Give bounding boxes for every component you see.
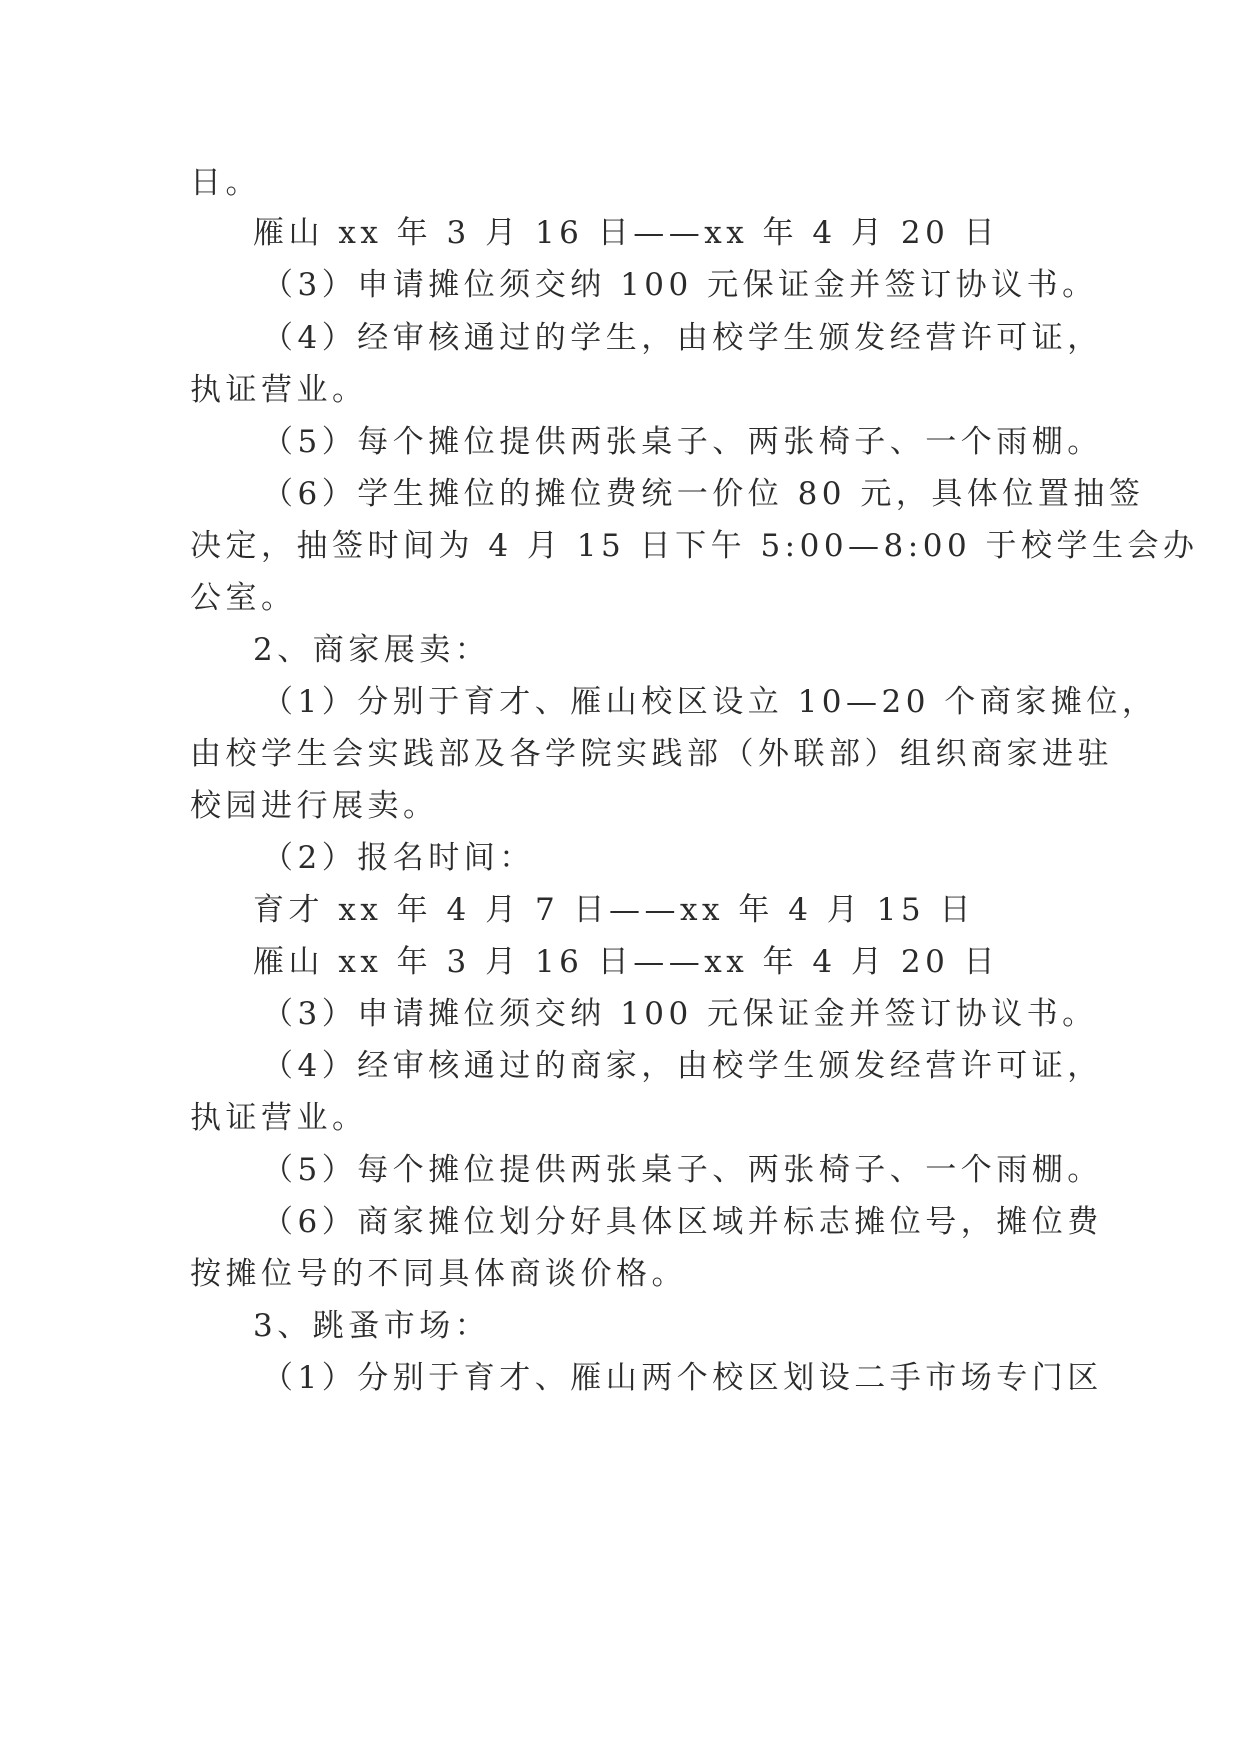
text-line: （4）经审核通过的商家，由校学生颁发经营许可证，: [262, 1048, 1103, 1084]
text-line: 育才 xx 年 4 月 7 日——xx 年 4 月 15 日: [253, 892, 975, 928]
text-line: （5）每个摊位提供两张桌子、两张椅子、一个雨棚。: [262, 1152, 1103, 1188]
text-line: （1）分别于育才、雁山两个校区划设二手市场专门区: [262, 1360, 1103, 1396]
text-line: 日。: [190, 165, 261, 201]
section-heading: 2、商家展卖：: [253, 632, 491, 668]
text-line: （3）申请摊位须交纳 100 元保证金并签订协议书。: [262, 996, 1098, 1032]
text-line: （1）分别于育才、雁山校区设立 10—20 个商家摊位，: [262, 684, 1158, 720]
text-line: 执证营业。: [190, 1100, 368, 1136]
text-line: （6）商家摊位划分好具体区域并标志摊位号，摊位费: [262, 1204, 1103, 1240]
text-line: （2）报名时间：: [262, 840, 535, 876]
text-line: 决定，抽签时间为 4 月 15 日下午 5:00—8:00 于校学生会办: [190, 528, 1199, 564]
text-line: 按摊位号的不同具体商谈价格。: [190, 1256, 687, 1292]
text-line: （4）经审核通过的学生，由校学生颁发经营许可证，: [262, 320, 1103, 356]
text-line: 由校学生会实践部及各学院实践部（外联部）组织商家进驻: [190, 736, 1113, 772]
text-line: 雁山 xx 年 3 月 16 日——xx 年 4 月 20 日: [253, 944, 1000, 980]
section-heading: 3、跳蚤市场：: [253, 1308, 491, 1344]
text-line: （3）申请摊位须交纳 100 元保证金并签订协议书。: [262, 267, 1098, 303]
text-line: 公室。: [190, 580, 297, 616]
text-line: 校园进行展卖。: [190, 788, 439, 824]
text-line: 雁山 xx 年 3 月 16 日——xx 年 4 月 20 日: [253, 215, 1000, 251]
text-line: 执证营业。: [190, 372, 368, 408]
text-line: （5）每个摊位提供两张桌子、两张椅子、一个雨棚。: [262, 424, 1103, 460]
text-line: （6）学生摊位的摊位费统一价位 80 元，具体位置抽签: [262, 476, 1145, 512]
